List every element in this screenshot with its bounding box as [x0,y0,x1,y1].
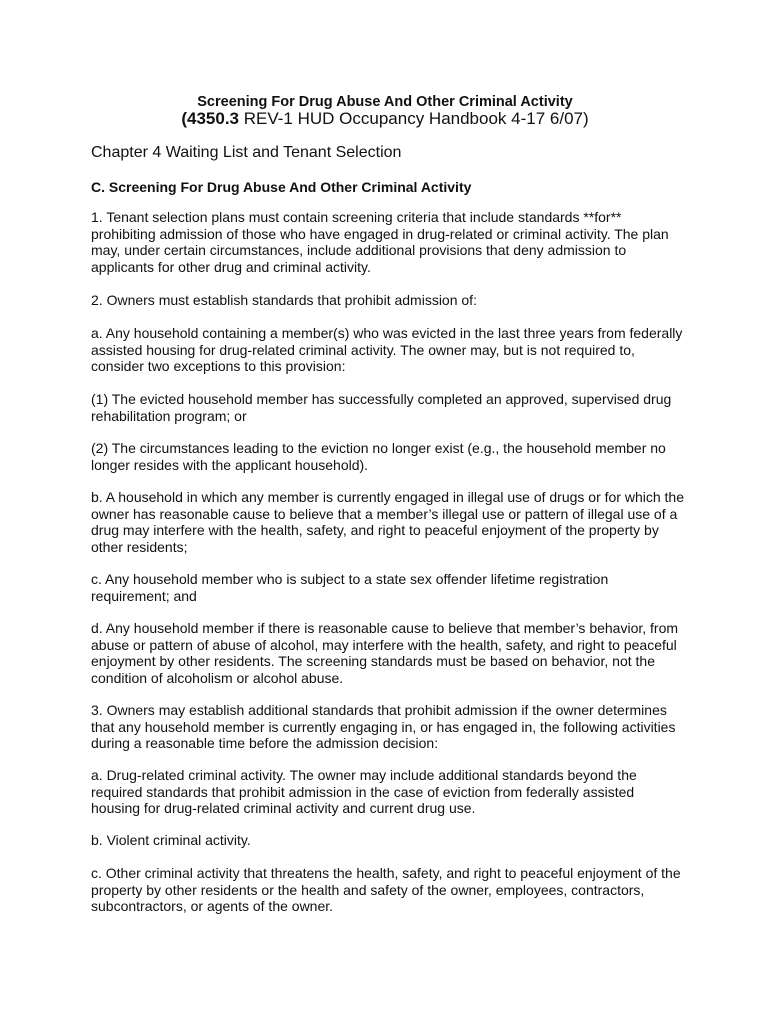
paragraph-2b [91,489,691,555]
paragraph-line: d. Any household member if there is reasonable cause to believe that member’s behavior, from [91,620,679,636]
paragraph-line: (2) The circumstances leading to the eviction no longer exist (e.g., the household member no [91,440,666,456]
document-title: Screening For Drug Abuse And Other Criminal Activity [197,94,573,110]
paragraph-line: assisted housing for drug-related criminal activity. The owner may, but is not required to, [91,341,635,358]
paragraph-3 [91,702,691,752]
paragraph-2a-1 [91,391,691,424]
paragraph-line: 3. Owners may establish additional standards that prohibit admission if the owner determines [91,702,667,718]
paragraph-line: consider two exceptions to this provision: [91,358,346,375]
paragraph-line: condition of alcoholism or alcohol abuse. [91,669,344,686]
paragraph-line: owner has reasonable cause to believe that a member’s illegal use or pattern of illegal use of a [91,505,678,522]
paragraph-line: (1) The evicted household member has successfully completed an approved, supervised drug [91,391,672,407]
paragraph-1 [91,209,691,275]
paragraph-line: other residents; [91,538,188,555]
paragraph-line: enjoyment by other residents. The screening standards must be based on behavior, not the [91,653,655,670]
paragraph-line: b. A household in which any member is currently engaged in illegal use of drugs or for which the [91,489,685,505]
paragraph-2 [91,292,691,309]
paragraph-2a [91,325,691,375]
paragraph-3c [91,865,691,915]
paragraph-line: prohibiting admission of those who have engaged in drug-related or criminal activity. The plan [91,225,669,242]
paragraph-3b [91,832,691,849]
paragraph-line: a. Drug-related criminal activity. The owner may include additional standards beyond the [91,767,637,783]
paragraph-line: a. Any household containing a member(s) who was evicted in the last three years from federally [91,325,683,341]
document-subtitle [0,109,770,129]
paragraph-line: 2. Owners must establish standards that prohibit admission of: [91,292,477,308]
paragraph-line: 1. Tenant selection plans must contain screening criteria that include standards **for** [91,209,622,225]
handbook-reference: REV-1 HUD Occupancy Handbook 4-17 6/07) [239,109,589,128]
paragraph-line: applicants for other drug and criminal activity. [91,258,371,275]
section-heading: C. Screening For Drug Abuse And Other Criminal Activity [91,179,472,195]
paragraph-line: may, under certain circumstances, include additional provisions that deny admission to [91,242,627,259]
paragraph-2d [91,620,691,686]
paragraph-line: c. Any household member who is subject to a state sex offender lifetime registration [91,571,609,587]
paragraph-line: housing for drug-related criminal activity and current drug use. [91,800,476,817]
paragraph-2a-2 [91,440,691,473]
paragraph-line: b. Violent criminal activity. [91,832,251,848]
paragraph-3a [91,767,691,817]
paragraph-line: subcontractors, or agents of the owner. [91,898,334,915]
paragraph-line: required standards that prohibit admission in the case of eviction from federally assisted [91,783,635,800]
paragraph-line: rehabilitation program; or [91,407,247,424]
paragraph-line: property by other residents or the health and safety of the owner, employees, contractors, [91,881,645,898]
handbook-number: (4350.3 [181,109,240,128]
paragraph-line: c. Other criminal activity that threatens the health, safety, and right to peaceful enjoyment of the [91,865,681,881]
chapter-heading: Chapter 4 Waiting List and Tenant Selection [91,144,402,161]
paragraph-line: requirement; and [91,587,197,604]
paragraph-line: that any household member is currently engaging in, or has engaged in, the following activities [91,718,676,735]
paragraph-line: longer resides with the applicant household). [91,456,369,473]
paragraph-line: during a reasonable time before the admission decision: [91,735,439,752]
paragraph-2c [91,571,691,604]
paragraph-line: abuse or pattern of abuse of alcohol, may interfere with the health, safety, and right to peaceful [91,636,677,653]
paragraph-line: drug may interfere with the health, safety, and right to peaceful enjoyment of the property by [91,522,659,539]
